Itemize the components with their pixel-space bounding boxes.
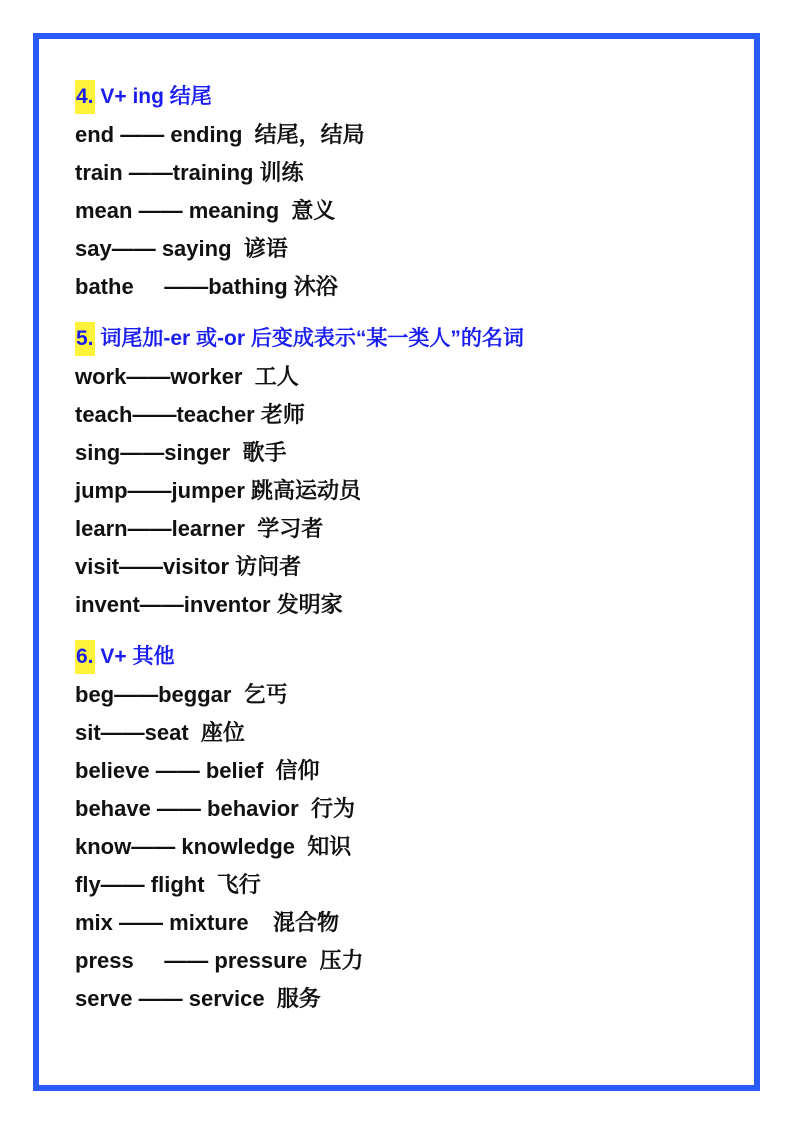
word-pair-line: mix —— mixture 混合物 [75, 910, 340, 935]
word-pair-line: end —— ending 结尾，结局 [75, 122, 365, 147]
word-pair-line: sit——seat 座位 [75, 720, 245, 745]
section-heading [75, 320, 725, 358]
section-title: V+ 其他 [94, 645, 175, 668]
section-title: V+ ing 结尾 [94, 85, 212, 108]
word-pair-line: invent——inventor 发明家 [75, 592, 343, 617]
word-pair-line: say—— saying 谚语 [75, 236, 288, 261]
word-pair-line: fly—— flight 飞行 [75, 872, 261, 897]
section-number-badge: 4. [75, 80, 95, 114]
section-er-or [75, 320, 725, 624]
document-content [75, 78, 725, 1032]
section-number-badge: 6. [75, 640, 95, 674]
section-title: 词尾加-er 或-or 后变成表示“某一类人”的名词 [94, 327, 524, 350]
word-pair-line: jump——jumper 跳高运动员 [75, 478, 362, 503]
section-number-badge: 5. [75, 322, 95, 356]
word-pair-line: sing——singer 歌手 [75, 440, 287, 465]
word-pair-line: believe —— belief 信仰 [75, 758, 320, 783]
word-pair-line: mean —— meaning 意义 [75, 198, 336, 223]
word-pair-line: teach——teacher 老师 [75, 402, 305, 427]
word-pair-line: learn——learner 学习者 [75, 516, 324, 541]
section-other [75, 638, 725, 1018]
section-heading [75, 78, 725, 116]
word-pair-line: work——worker 工人 [75, 364, 299, 389]
word-pair-line: know—— knowledge 知识 [75, 834, 352, 859]
section-v-ing [75, 78, 725, 306]
section-heading [75, 638, 725, 676]
word-pair-line: train ——training 训练 [75, 160, 304, 185]
word-pair-line: press —— pressure 压力 [75, 948, 364, 973]
word-pair-line: beg——beggar 乞丐 [75, 682, 288, 707]
word-pair-line: serve —— service 服务 [75, 986, 321, 1011]
word-pair-line: bathe ——bathing 沐浴 [75, 274, 338, 299]
word-pair-line: behave —— behavior 行为 [75, 796, 355, 821]
word-pair-line: visit——visitor 访问者 [75, 554, 302, 579]
